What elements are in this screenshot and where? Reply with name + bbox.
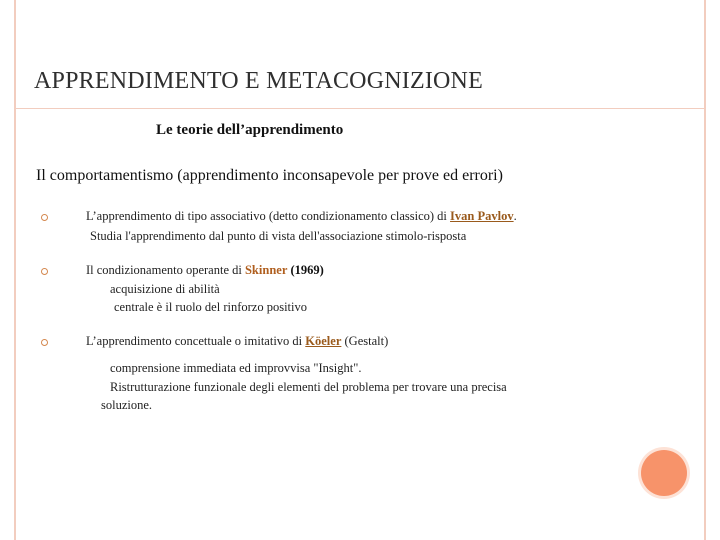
right-frame-line — [704, 0, 706, 540]
bullet-2-line-1 — [86, 263, 324, 278]
bullet-3-line-2: comprensione immediata ed improvvisa "Insight". — [110, 361, 362, 375]
circle-bullet-icon — [41, 214, 48, 221]
bullet-3-line-1 — [86, 334, 388, 349]
bullet-3-line-3: Ristrutturazione funzionale degli elementi del problema per trovare una precisa — [110, 380, 507, 394]
bullet-2-text: Il condizionamento operante di — [86, 263, 245, 277]
bullet-3-text: L’apprendimento concettuale o imitativo di — [86, 334, 306, 348]
slide-title: APPRENDIMENTO E METACOGNIZIONE — [34, 68, 483, 94]
circle-bullet-icon — [41, 268, 48, 275]
skinner-name: Skinner — [244, 263, 288, 277]
title-divider — [16, 108, 704, 109]
bullet-1-text: L’apprendimento di tipo associativo (detto condizionamento classico) di — [86, 209, 451, 223]
bullet-1-period: . — [513, 209, 517, 223]
bullet-2-line-3: centrale è il ruolo del rinforzo positivo — [114, 300, 307, 314]
section-heading: Il comportamentismo (apprendimento inconsapevole per prove ed errori) — [36, 167, 503, 184]
left-frame-line — [14, 0, 16, 540]
skinner-year: (1969) — [290, 263, 324, 277]
bullet-3-line-4: soluzione. — [101, 398, 153, 412]
bullet-1-line-2: Studia l'apprendimento dal punto di vista dell'associazione stimolo-risposta — [90, 229, 467, 243]
decorative-circle — [641, 450, 687, 496]
pavlov-link[interactable]: Ivan Pavlov — [450, 209, 514, 223]
circle-bullet-icon — [41, 339, 48, 346]
koeler-link[interactable]: Köeler — [305, 334, 342, 348]
bullet-2-line-2: acquisizione di abilità — [110, 282, 220, 296]
bullet-1-line-1 — [86, 209, 517, 224]
bullet-3-suffix: (Gestalt) — [341, 334, 389, 348]
slide-subtitle: Le teorie dell’apprendimento — [156, 122, 344, 138]
